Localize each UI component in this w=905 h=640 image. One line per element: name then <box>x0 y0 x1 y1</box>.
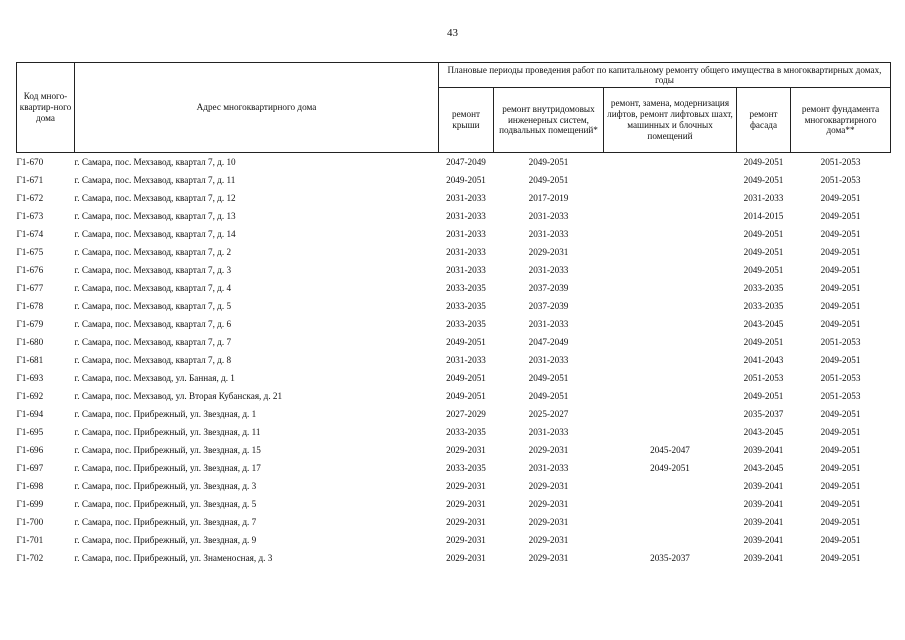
table-body <box>17 153 891 568</box>
cell-foundation: 2051-2053 <box>820 156 861 167</box>
cell-systems: 2049-2051 <box>528 390 569 401</box>
cell-facade: 2049-2051 <box>743 390 784 401</box>
cell-address: г. Самара, пос. Прибрежный, ул. Звездная, д. 9 <box>74 534 257 545</box>
cell-systems: 2029-2031 <box>528 552 569 563</box>
header-address: Адрес многоквартирного дома <box>75 63 439 153</box>
table-row <box>17 441 891 459</box>
cell-code: Г1-694 <box>16 408 44 419</box>
cell-systems: 2017-2019 <box>528 192 569 203</box>
cell-code: Г1-673 <box>16 210 44 221</box>
cell-systems: 2031-2033 <box>528 462 569 473</box>
cell-foundation: 2049-2051 <box>820 552 861 563</box>
cell-elevators <box>604 225 737 243</box>
cell-roof: 2031-2033 <box>446 246 486 257</box>
cell-address: г. Самара, пос. Мехзавод, ул. Банная, д. 1 <box>74 372 235 383</box>
cell-elevators <box>604 333 737 351</box>
cell-elevators <box>604 243 737 261</box>
cell-facade: 2039-2041 <box>743 552 784 563</box>
cell-code: Г1-696 <box>16 444 44 455</box>
table-row <box>17 297 891 315</box>
cell-roof: 2031-2033 <box>446 354 486 365</box>
table-row <box>17 243 891 261</box>
cell-facade: 2049-2051 <box>743 336 784 347</box>
table-row <box>17 261 891 279</box>
cell-foundation: 2051-2053 <box>820 372 861 383</box>
table-row <box>17 207 891 225</box>
cell-code: Г1-700 <box>16 516 44 527</box>
cell-roof: 2027-2029 <box>446 408 486 419</box>
cell-facade: 2035-2037 <box>743 408 784 419</box>
cell-roof: 2029-2031 <box>446 480 486 491</box>
cell-facade: 2033-2035 <box>743 282 784 293</box>
cell-code: Г1-679 <box>16 318 44 329</box>
cell-elevators <box>604 387 737 405</box>
cell-code: Г1-698 <box>16 480 44 491</box>
cell-elevators <box>604 531 737 549</box>
cell-facade: 2049-2051 <box>743 264 784 275</box>
cell-roof: 2049-2051 <box>446 336 486 347</box>
cell-systems: 2031-2033 <box>528 426 569 437</box>
table-row <box>17 333 891 351</box>
cell-address: г. Самара, пос. Прибрежный, ул. Знаменосная, д. 3 <box>74 552 273 563</box>
cell-code: Г1-702 <box>16 552 44 563</box>
cell-systems: 2031-2033 <box>528 318 569 329</box>
cell-address: г. Самара, пос. Прибрежный, ул. Звездная, д. 3 <box>74 480 257 491</box>
cell-foundation: 2049-2051 <box>820 516 861 527</box>
cell-foundation: 2049-2051 <box>820 534 861 545</box>
cell-address: г. Самара, пос. Мехзавод, квартал 7, д. 4 <box>74 282 232 293</box>
cell-address: г. Самара, пос. Прибрежный, ул. Звездная, д. 7 <box>74 516 257 527</box>
cell-foundation: 2049-2051 <box>820 426 861 437</box>
cell-systems: 2031-2033 <box>528 228 569 239</box>
cell-foundation: 2049-2051 <box>820 318 861 329</box>
table-row <box>17 405 891 423</box>
cell-roof: 2031-2033 <box>446 192 486 203</box>
table-row <box>17 315 891 333</box>
cell-foundation: 2049-2051 <box>820 300 861 311</box>
cell-elevators <box>604 189 737 207</box>
cell-systems: 2049-2051 <box>528 372 569 383</box>
cell-facade: 2039-2041 <box>743 534 784 545</box>
cell-elevators <box>604 495 737 513</box>
cell-code: Г1-672 <box>16 192 44 203</box>
cell-systems: 2047-2049 <box>528 336 569 347</box>
cell-roof: 2033-2035 <box>446 462 486 473</box>
cell-elevators <box>604 153 737 172</box>
header-roof: ремонт крыши <box>439 88 494 153</box>
cell-foundation: 2049-2051 <box>820 462 861 473</box>
table-row <box>17 531 891 549</box>
cell-foundation: 2049-2051 <box>820 444 861 455</box>
cell-roof: 2031-2033 <box>446 228 486 239</box>
cell-elevators <box>604 171 737 189</box>
cell-roof: 2031-2033 <box>446 264 486 275</box>
cell-foundation: 2049-2051 <box>820 408 861 419</box>
cell-address: г. Самара, пос. Мехзавод, квартал 7, д. 11 <box>74 174 236 185</box>
header-elevators: ремонт, замена, модернизация лифтов, ремонт лифтовых шахт, машинных и блочных помещений <box>604 88 737 153</box>
cell-code: Г1-697 <box>16 462 44 473</box>
cell-foundation: 2051-2053 <box>820 174 861 185</box>
cell-systems: 2037-2039 <box>528 282 569 293</box>
cell-foundation: 2049-2051 <box>820 246 861 257</box>
cell-roof: 2049-2051 <box>446 174 486 185</box>
header-group-periods: Плановые периоды проведения работ по капитальному ремонту общего имущества в многоквартирных домах, годы <box>439 63 891 88</box>
cell-systems: 2029-2031 <box>528 498 569 509</box>
cell-facade: 2043-2045 <box>743 318 784 329</box>
table-row <box>17 225 891 243</box>
cell-roof: 2029-2031 <box>446 552 486 563</box>
cell-address: г. Самара, пос. Мехзавод, квартал 7, д. 10 <box>74 156 236 167</box>
cell-roof: 2033-2035 <box>446 300 486 311</box>
cell-systems: 2029-2031 <box>528 516 569 527</box>
cell-code: Г1-692 <box>16 390 44 401</box>
cell-facade: 2014-2015 <box>743 210 784 221</box>
cell-foundation: 2049-2051 <box>820 264 861 275</box>
cell-elevators <box>604 423 737 441</box>
cell-elevators: 2049-2051 <box>650 462 690 473</box>
table-row <box>17 189 891 207</box>
page-number: 43 <box>447 27 458 39</box>
cell-facade: 2049-2051 <box>743 174 784 185</box>
cell-roof: 2033-2035 <box>446 318 486 329</box>
cell-systems: 2025-2027 <box>528 408 569 419</box>
cell-address: г. Самара, пос. Мехзавод, квартал 7, д. 5 <box>74 300 232 311</box>
cell-roof: 2033-2035 <box>446 426 486 437</box>
cell-roof: 2029-2031 <box>446 444 486 455</box>
cell-facade: 2051-2053 <box>743 372 784 383</box>
cell-facade: 2041-2043 <box>743 354 784 365</box>
cell-foundation: 2049-2051 <box>820 228 861 239</box>
cell-facade: 2039-2041 <box>743 498 784 509</box>
table-row <box>17 153 891 172</box>
cell-address: г. Самара, пос. Прибрежный, ул. Звездная, д. 15 <box>74 444 261 455</box>
cell-address: г. Самара, пос. Прибрежный, ул. Звездная, д. 11 <box>74 426 261 437</box>
cell-address: г. Самара, пос. Прибрежный, ул. Звездная, д. 1 <box>74 408 257 419</box>
cell-foundation: 2051-2053 <box>820 336 861 347</box>
cell-foundation: 2051-2053 <box>820 390 861 401</box>
cell-roof: 2029-2031 <box>446 516 486 527</box>
cell-address: г. Самара, пос. Мехзавод, квартал 7, д. 8 <box>74 354 232 365</box>
cell-facade: 2039-2041 <box>743 516 784 527</box>
cell-address: г. Самара, пос. Мехзавод, квартал 7, д. 3 <box>74 264 232 275</box>
cell-facade: 2049-2051 <box>743 246 784 257</box>
cell-code: Г1-695 <box>16 426 44 437</box>
cell-address: г. Самара, пос. Мехзавод, квартал 7, д. 14 <box>74 228 236 239</box>
cell-elevators <box>604 297 737 315</box>
cell-systems: 2029-2031 <box>528 480 569 491</box>
cell-facade: 2043-2045 <box>743 462 784 473</box>
table-row <box>17 387 891 405</box>
table-row <box>17 351 891 369</box>
table-row <box>17 369 891 387</box>
cell-code: Г1-676 <box>16 264 44 275</box>
cell-systems: 2037-2039 <box>528 300 569 311</box>
cell-address: г. Самара, пос. Мехзавод, квартал 7, д. 7 <box>74 336 232 347</box>
cell-foundation: 2049-2051 <box>820 192 861 203</box>
cell-elevators <box>604 279 737 297</box>
cell-systems: 2031-2033 <box>528 264 569 275</box>
cell-code: Г1-693 <box>16 372 44 383</box>
cell-address: г. Самара, пос. Мехзавод, квартал 7, д. 12 <box>74 192 236 203</box>
cell-roof: 2049-2051 <box>446 390 486 401</box>
cell-facade: 2033-2035 <box>743 300 784 311</box>
cell-roof: 2029-2031 <box>446 534 486 545</box>
cell-elevators <box>604 513 737 531</box>
cell-roof: 2029-2031 <box>446 498 486 509</box>
cell-facade: 2039-2041 <box>743 444 784 455</box>
cell-code: Г1-701 <box>16 534 44 545</box>
cell-roof: 2033-2035 <box>446 282 486 293</box>
cell-systems: 2029-2031 <box>528 444 569 455</box>
table-row <box>17 279 891 297</box>
table-row <box>17 495 891 513</box>
cell-roof: 2031-2033 <box>446 210 486 221</box>
cell-systems: 2029-2031 <box>528 246 569 257</box>
table-row <box>17 549 891 567</box>
cell-elevators <box>604 351 737 369</box>
header-code: Код много-квартир-ного дома <box>17 63 75 153</box>
cell-facade: 2049-2051 <box>743 156 784 167</box>
table-row <box>17 423 891 441</box>
cell-facade: 2039-2041 <box>743 480 784 491</box>
cell-foundation: 2049-2051 <box>820 210 861 221</box>
cell-code: Г1-699 <box>16 498 44 509</box>
cell-roof: 2049-2051 <box>446 372 486 383</box>
cell-systems: 2029-2031 <box>528 534 569 545</box>
cell-elevators: 2045-2047 <box>650 444 690 455</box>
table-row <box>17 477 891 495</box>
cell-code: Г1-680 <box>16 336 44 347</box>
cell-elevators <box>604 369 737 387</box>
cell-address: г. Самара, пос. Мехзавод, квартал 7, д. 13 <box>74 210 236 221</box>
cell-elevators <box>604 477 737 495</box>
cell-elevators <box>604 207 737 225</box>
cell-address: г. Самара, пос. Мехзавод, ул. Вторая Кубанская, д. 21 <box>74 390 283 401</box>
cell-address: г. Самара, пос. Прибрежный, ул. Звездная, д. 17 <box>74 462 261 473</box>
cell-code: Г1-671 <box>16 174 44 185</box>
table-row <box>17 459 891 477</box>
cell-elevators <box>604 405 737 423</box>
cell-address: г. Самара, пос. Мехзавод, квартал 7, д. 6 <box>74 318 232 329</box>
table-row <box>17 513 891 531</box>
cell-code: Г1-678 <box>16 300 44 311</box>
cell-elevators <box>604 261 737 279</box>
cell-foundation: 2049-2051 <box>820 480 861 491</box>
cell-roof: 2047-2049 <box>446 156 486 167</box>
cell-systems: 2031-2033 <box>528 210 569 221</box>
header-facade: ремонт фасада <box>737 88 791 153</box>
cell-foundation: 2049-2051 <box>820 354 861 365</box>
cell-foundation: 2049-2051 <box>820 498 861 509</box>
cell-facade: 2043-2045 <box>743 426 784 437</box>
cell-elevators: 2035-2037 <box>650 552 690 563</box>
cell-code: Г1-677 <box>16 282 44 293</box>
cell-systems: 2049-2051 <box>528 156 569 167</box>
cell-systems: 2049-2051 <box>528 174 569 185</box>
cell-systems: 2031-2033 <box>528 354 569 365</box>
cell-elevators <box>604 315 737 333</box>
capital-repair-schedule-table <box>16 62 891 567</box>
cell-code: Г1-674 <box>16 228 44 239</box>
header-foundation: ремонт фундамента многоквартирного дома** <box>791 88 891 153</box>
cell-code: Г1-670 <box>16 156 44 167</box>
header-systems: ремонт внутридомовых инженерных систем, подвальных помещений* <box>494 88 604 153</box>
cell-foundation: 2049-2051 <box>820 282 861 293</box>
cell-code: Г1-681 <box>16 354 44 365</box>
cell-facade: 2031-2033 <box>743 192 784 203</box>
cell-address: г. Самара, пос. Прибрежный, ул. Звездная, д. 5 <box>74 498 257 509</box>
table-header <box>17 63 891 153</box>
cell-facade: 2049-2051 <box>743 228 784 239</box>
cell-code: Г1-675 <box>16 246 44 257</box>
table-row <box>17 171 891 189</box>
cell-address: г. Самара, пос. Мехзавод, квартал 7, д. 2 <box>74 246 232 257</box>
